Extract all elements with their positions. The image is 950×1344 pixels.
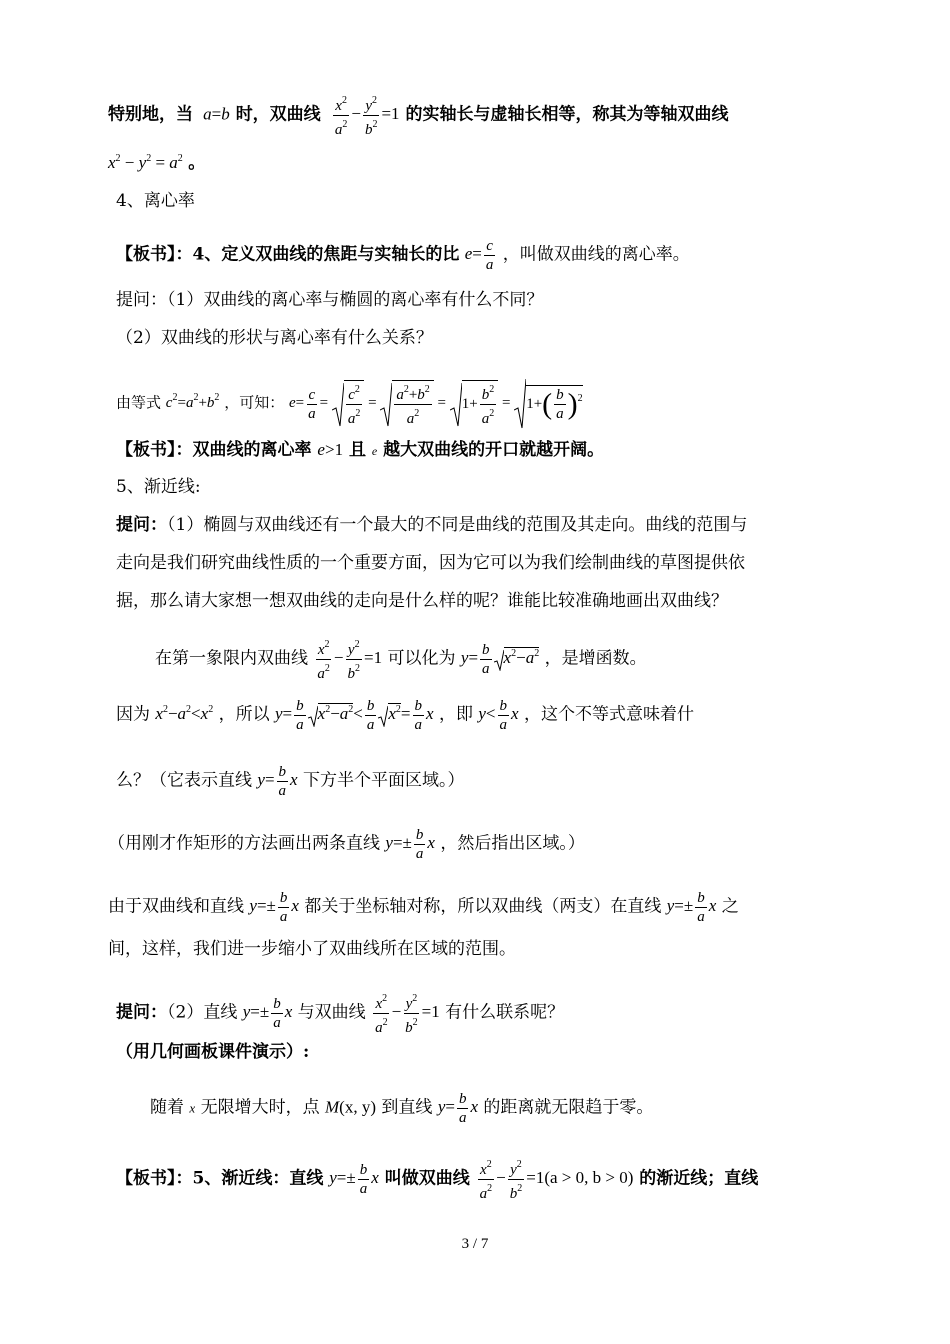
text: 【板书】：5、渐近线：直线 [116,1168,324,1189]
math-x: x [189,1100,196,1116]
section-heading-asymptote [116,479,201,496]
text-line-22 [116,1156,758,1203]
math-point-M: M(x, y) [325,1097,376,1117]
math-c2-eq: $c^2=a^2+b^2$ [165,392,220,412]
text: 由等式 [116,393,162,412]
math-inequality-3: y< $\frac{b}{a}$ x [478,698,519,733]
math-hyperbola-eq: $\frac{x^2}{a^2}$ − $\frac{y^2}{b^2}$ =1 [313,648,382,667]
math-y-sqrt: y= $\frac{b}{a}$ $x^2-a^2$ [460,642,540,677]
math-pm-line: y=± $\frac{b}{a}$ x [329,1162,379,1197]
text: 走向是我们研究曲线性质的一个重要方面，因为它可以为我们绘制曲线的草图提供依 [116,553,745,573]
text-line-10 [116,517,747,534]
text: 提问：（1）双曲线的离心率与椭圆的离心率有什么不同？ [116,290,544,310]
text: 时，双曲线 [235,104,321,125]
text: ，即 [438,704,473,725]
text: 提问： [116,515,167,535]
text: 下方半个平面区域。） [303,770,465,791]
text-line-2 [108,154,205,172]
text-line-4 [116,237,690,274]
text: 都关于坐标轴对称，所以双曲线（两支）在直线 [304,896,662,917]
text-line-19 [116,990,564,1037]
math-line-y: y= $\frac{b}{a}$ x [257,764,298,799]
math-e-derivation: e= $\frac{c}{a}$ = $\frac{c^2}{a^2}$ = $\frac{a^2+b^2}{a^2}$ = 1+ $\frac{b^2}{a^2}$ = 1+( $\frac{b}{a}$ )$^2$ [289,395,583,411]
page-number: 3 / 7 [461,1236,489,1252]
text: 的实轴长与虚轴长相等，称其为等轴双曲线 [405,104,729,125]
text: 与双曲线 [297,1002,366,1023]
text: （用几何画板课件演示）: [116,1042,310,1062]
text-line-1 [108,92,728,139]
text: 在第一象限内双曲线 [155,648,308,669]
math-pm-line: y=± $\frac{b}{a}$ x [666,890,717,925]
text-line-17 [108,889,739,926]
text: 的渐近线；直线 [639,1168,759,1189]
text: ，叫做双曲线的离心率。 [502,244,690,265]
text-line-11 [116,555,745,572]
math-hyperbola-eq: $\frac{x^2}{a^2}$ − $\frac{y^2}{b^2}$ =1 [327,104,400,123]
text: 。 [188,153,206,173]
text: 到直线 [381,1097,433,1118]
text: 且 [348,440,366,460]
text: 据，那么请大家想一想双曲线的走向是什么样的呢？谁能比较准确地画出双曲线？ [116,591,728,611]
math-equilateral-hyperbola: $x^2 - y^2 = a^2$ [108,153,183,172]
math-line-y: y= $\frac{b}{a}$ x [437,1091,478,1126]
text-line-7 [116,378,583,430]
text: 越大双曲线的开口就越开阔。 [383,440,605,460]
text-line-18 [108,941,516,958]
section-heading-eccentricity [116,193,195,210]
text: 可以化为 [387,648,456,669]
text: ，这个不等式意味着什 [523,704,694,725]
text: 随着 [150,1097,184,1118]
text: 有什么联系呢？ [445,1002,565,1023]
text: （1）椭圆与双曲线还有一个最大的不同是曲线的范围及其走向。曲线的范围与 [167,515,748,535]
text-line-15 [116,763,465,800]
math-a-eq-b: a=b [203,104,230,124]
math-e-def: e= $\frac{c}{a}$ [464,238,494,273]
math-e: e [371,444,378,458]
text-line-21 [150,1090,653,1127]
text: 么？（它表示直线 [116,770,252,791]
text-line-12 [116,593,728,610]
text-line-6 [116,330,433,347]
text-line-20 [116,1044,309,1061]
text: 提问： [116,1002,167,1023]
text-line-16 [108,826,585,863]
text-line-5 [116,292,543,309]
text: 【板书】：双曲线的离心率 [116,440,312,460]
math-inequality-2: y= $\frac{b}{a}$ $x^2-a^2<$ $\frac{b}{a}$ $x^2=$ $\frac{b}{a}$ x [275,698,434,733]
text: 特别地，当 [108,104,193,125]
text: ，然后指出区域。） [440,833,585,854]
text: 【板书】：4、定义双曲线的焦距与实轴长的比 [116,244,460,265]
math-hyperbola-cond: $\frac{x^2}{a^2}$ − $\frac{y^2}{b^2}$ =1(a > 0, b > 0) [476,1168,634,1187]
math-e-gt-1: e>1 [317,440,344,459]
math-pm-line: y=± $\frac{b}{a}$ x [249,890,299,925]
math-pm-line: y=± $\frac{b}{a}$ x [385,827,435,862]
text: 无限增大时，点 [200,1097,320,1118]
math-inequality-1: $x^2-a^2<x^2$ [155,704,214,724]
text: 叫做双曲线 [384,1168,470,1189]
text: ，是增函数。 [544,648,647,669]
text: ，所以 [218,704,270,725]
text: ，可知： [224,393,285,412]
text-line-8 [116,441,604,459]
text: （2）直线 [167,1002,238,1023]
text-line-13 [155,636,647,683]
text: 间，这样，我们进一步缩小了双曲线所在区域的范围。 [108,939,516,959]
text: 因为 [116,704,150,725]
text: 由于双曲线和直线 [108,896,244,917]
text: （用刚才作矩形的方法画出两条直线 [108,833,380,854]
text: 5、渐近线: [116,477,201,497]
text: 4、离心率 [116,191,195,211]
text: 之 [721,896,739,917]
text-line-14 [116,697,694,734]
text: （2）双曲线的形状与离心率有什么关系？ [116,328,433,348]
text: 的距离就无限趋于零。 [483,1097,654,1118]
math-hyperbola-eq: $\frac{x^2}{a^2}$ − $\frac{y^2}{b^2}$ =1 [371,1002,440,1021]
math-pm-line: y=± $\frac{b}{a}$ x [242,996,293,1031]
